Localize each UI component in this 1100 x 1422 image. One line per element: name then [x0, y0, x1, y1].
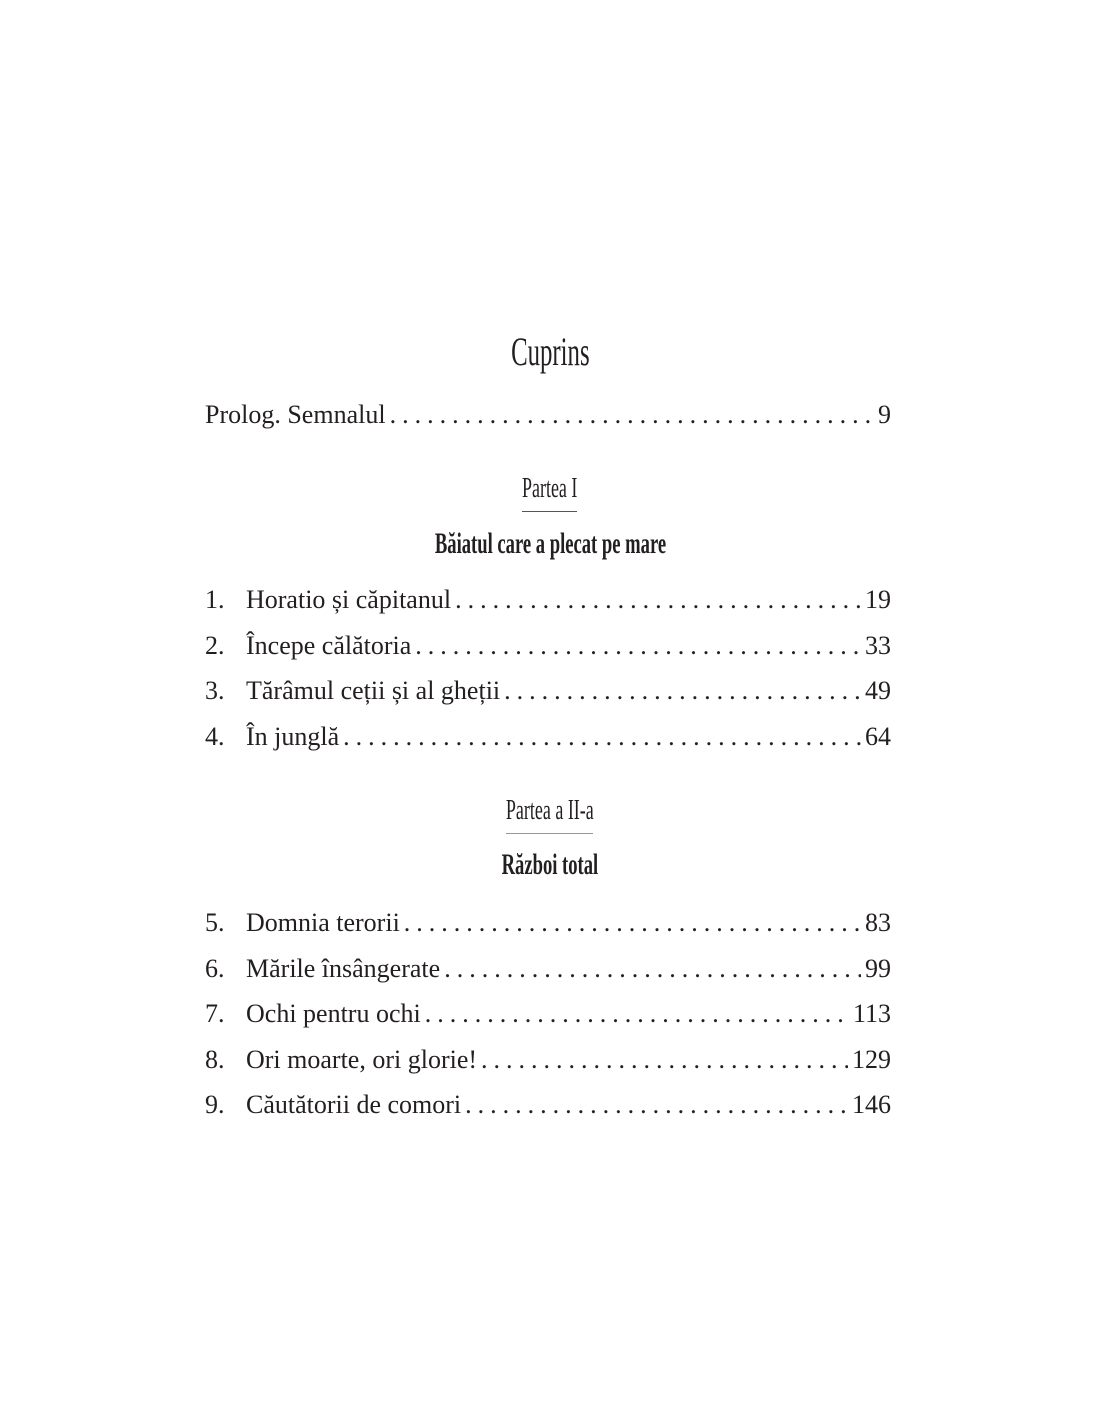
dot-leader: [415, 631, 861, 661]
entry-title: Ochi pentru ochi: [246, 999, 421, 1029]
dot-leader: [504, 676, 861, 706]
entry-page: 129: [852, 1044, 891, 1074]
toc-entry[interactable]: [205, 631, 891, 665]
chapter-number: 8.: [205, 1044, 225, 1074]
entry-title: Mările însângerate: [246, 953, 441, 983]
chapter-number: 2.: [205, 630, 225, 660]
part-title: Băiatul care a plecat pe mare: [434, 527, 666, 560]
toc-entry-prolog[interactable]: [205, 400, 891, 434]
entry-title: Căutătorii de comori: [246, 1090, 462, 1120]
part-label: Partea I: [522, 472, 578, 504]
chapter-number: 5.: [205, 908, 225, 937]
entry-page: 9: [878, 400, 891, 429]
chapter-number: 4.: [205, 721, 225, 751]
chapter-number: 3.: [205, 676, 225, 706]
chapter-number: 1.: [205, 585, 225, 614]
entry-page: 49: [865, 676, 891, 706]
toc-entry[interactable]: [205, 908, 891, 942]
dot-leader: [444, 954, 861, 984]
entry-title: În junglă: [246, 721, 340, 751]
entry-page: 99: [865, 953, 891, 983]
toc-entry[interactable]: [205, 722, 891, 756]
entry-page: 64: [865, 721, 891, 751]
chapter-number: 7.: [205, 999, 225, 1029]
toc-entry[interactable]: [205, 585, 891, 619]
entry-page: 146: [852, 1090, 891, 1120]
dot-leader: [455, 585, 861, 615]
entry-page: 83: [865, 908, 891, 937]
entry-title: Horatio și căpitanul: [246, 585, 452, 614]
dot-leader: [343, 722, 861, 752]
dot-leader: [465, 1090, 848, 1120]
toc-entry[interactable]: [205, 1045, 891, 1079]
dot-leader: [425, 999, 849, 1029]
entry-title: Începe călătoria: [246, 630, 412, 660]
toc-entry[interactable]: [205, 954, 891, 988]
divider: [506, 833, 593, 834]
divider: [522, 511, 577, 512]
toc-entry[interactable]: [205, 1090, 891, 1124]
chapter-number: 6.: [205, 953, 225, 983]
page-title: Cuprins: [510, 329, 590, 374]
dot-leader: [390, 400, 874, 430]
entry-title: Prolog. Semnalul: [205, 400, 386, 429]
toc-entry[interactable]: [205, 676, 891, 710]
dot-leader: [404, 908, 861, 938]
part-label: Partea a II-a: [506, 794, 594, 826]
entry-title: Domnia terorii: [246, 908, 400, 937]
entry-title: Tărâmul ceții și al gheții: [246, 676, 501, 706]
entry-page: 33: [865, 630, 891, 660]
toc-entry[interactable]: [205, 999, 891, 1033]
part-title: Război total: [501, 848, 599, 881]
chapter-number: 9.: [205, 1090, 225, 1120]
entry-title: Ori moarte, ori glorie!: [246, 1044, 478, 1074]
dot-leader: [481, 1045, 848, 1075]
entry-page: 113: [852, 999, 891, 1029]
entry-page: 19: [865, 585, 891, 614]
